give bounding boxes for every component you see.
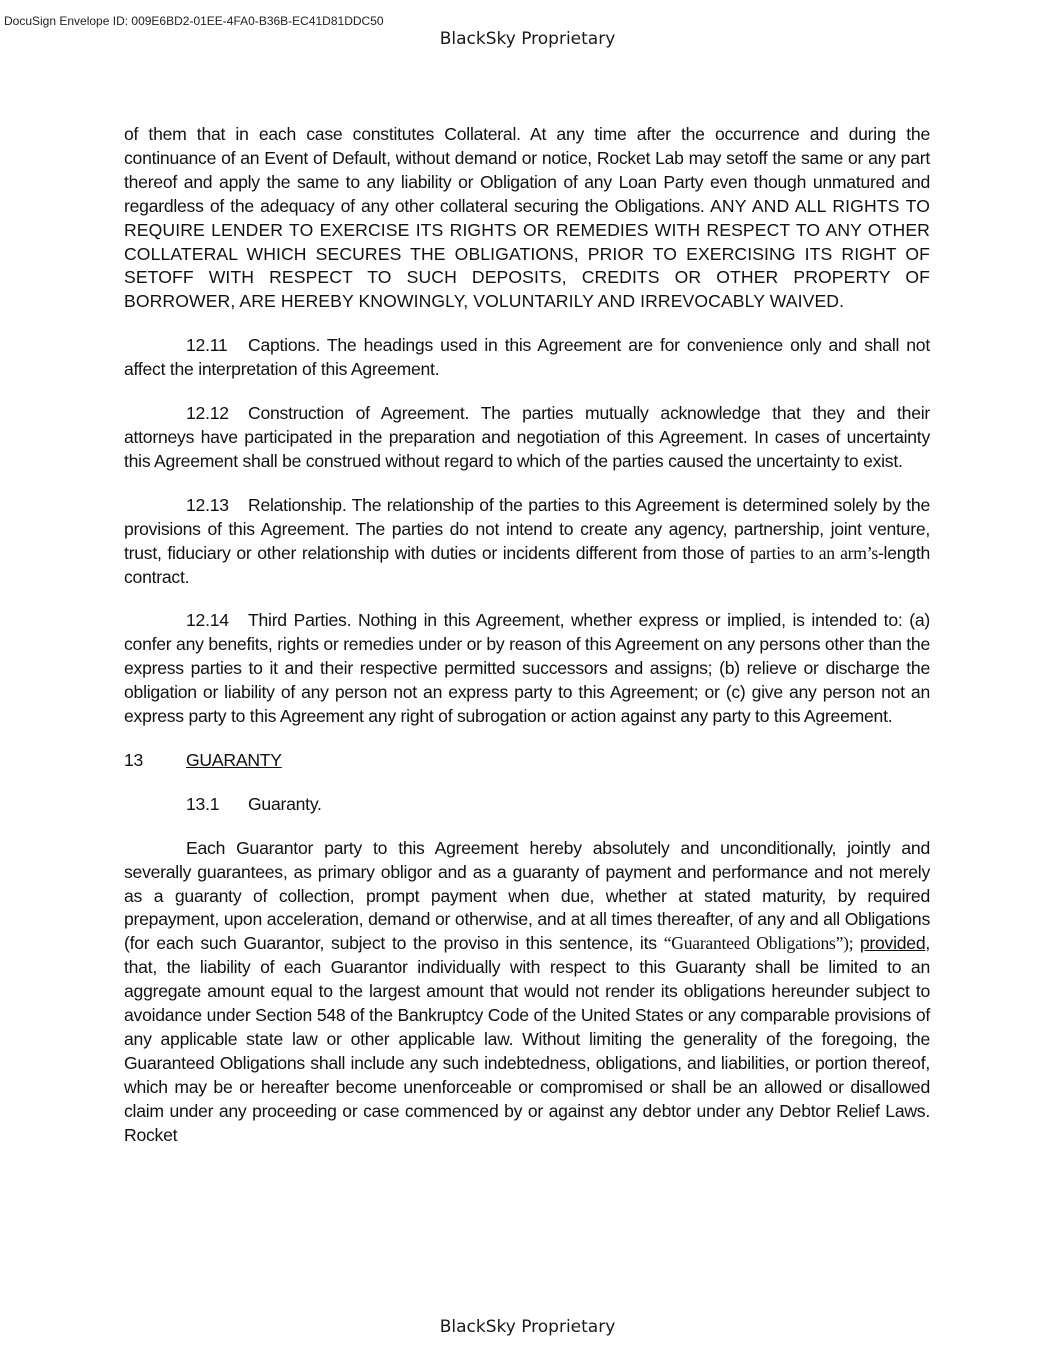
- section-title: Third Parties.: [248, 610, 352, 631]
- guaranty-paragraph: [124, 837, 930, 1148]
- section-text: Nothing in this Agreement, whether express or implied, is intended to: (a) confer any benefits, rights or remedies under or by reason of this Agreement on any persons other than the express parties to it and their respective permitted successors and assigns; (b) relieve or discharge the obligation or liability of any person not an express party to this Agreement; or (c) give any person not an express party to this Agreement any right of subrogation or action against any party to this Agreement.: [124, 610, 931, 727]
- page-header: BlackSky Proprietary: [439, 29, 616, 49]
- section-title: GUARANTY: [186, 749, 282, 770]
- section-title: Relationship.: [248, 494, 347, 515]
- section-12-11: [124, 334, 930, 382]
- docusign-envelope-id: DocuSign Envelope ID: 009E6BD2-01EE-4FA0-B36B-EC41D81DDC50: [4, 14, 384, 28]
- guaranty-text-continued: , that, the liability of each Guarantor individually with respect to this Guaranty shall be limited to an aggregate amount equal to the largest amount that would not render its obligations hereunder subject to avoidance under Section 548 of the Bankruptcy Code of the United States or any comparable provisions of any applicable state law or other applicable law. Without limiting the generality of the foregoing, the Guaranteed Obligations shall include any such indebtedness, obligations, and liabilities, or portion thereof, which may be or hereafter become unenforceable or compromised or shall be an allowed or disallowed claim under any proceeding or case commenced by or against any debtor under any Debtor Relief Laws. Rocket: [124, 933, 931, 1145]
- section-12-13: [124, 494, 930, 590]
- section-12-12: [124, 402, 930, 474]
- section-title: Captions.: [248, 335, 321, 356]
- guaranty-text: Each Guarantor party to this Agreement hereby absolutely and unconditionally, jointly and severally guarantees, as primary obligor and as a guaranty of payment and performance and not merely as a guaranty of collection, prompt payment when due, whether at stated maturity, by required prepayment, upon acceleration, demand or otherwise, and at all times thereafter, of any and all Obligations (for each such Guarantor, subject to the proviso in this sentence, its: [124, 837, 930, 954]
- section-13-1-heading: [186, 793, 930, 817]
- section-12-14: [124, 609, 930, 729]
- section-number: 12.11: [186, 335, 228, 356]
- section-text-serif: parties to an arm’s: [749, 542, 878, 563]
- section-title: Construction of Agreement.: [248, 403, 470, 424]
- setoff-text: of them that in each case constitutes Collateral. At any time after the occurrence and during the continuance of an Event of Default, without demand or notice, Rocket Lab may setoff the same or any part thereof and apply the same to any liability or Obligation of any Loan Party even though unmatured and regardless of the adequacy of any other collateral securing the Obligations.: [124, 124, 930, 216]
- section-number: 13.1: [186, 793, 220, 814]
- section-text: The headings used in this Agreement are for convenience only and shall not affect the interpretation of this Agreement.: [124, 335, 930, 380]
- section-title: Guaranty.: [248, 793, 322, 814]
- document-body: [124, 123, 930, 1168]
- section-text-tail: -length contract.: [124, 542, 930, 587]
- provided-term: provided: [859, 933, 926, 954]
- page-footer: BlackSky Proprietary: [439, 1317, 616, 1337]
- section-number: 12.14: [186, 610, 229, 631]
- guaranteed-obligations-term: “Guaranteed Obligations”);: [663, 933, 860, 954]
- setoff-paragraph: [124, 123, 930, 314]
- section-number: 13: [124, 749, 144, 770]
- section-text: The relationship of the parties to this Agreement is determined solely by the provisions of this Agreement. The parties do not intend to create any agency, partnership, joint venture, trust, fiduciary or other relationship with duties or incidents different from those of: [124, 494, 930, 563]
- section-number: 12.12: [186, 403, 229, 424]
- waiver-caps-text: ANY AND ALL RIGHTS TO REQUIRE LENDER TO EXERCISE ITS RIGHTS OR REMEDIES WITH RESPECT TO ANY OTHER COLLATERAL WHICH SECURES THE OBLIGATIONS, PRIOR TO EXERCISING ITS RIGHT OF SETOFF WITH RESPECT TO SUCH DEPOSITS, CREDITS OR OTHER PROPERTY OF BORROWER, ARE HEREBY KNOWINGLY, VOLUNTARILY AND IRREVOCABLY WAIVED.: [124, 195, 930, 312]
- section-number: 12.13: [186, 494, 229, 515]
- section-text: The parties mutually acknowledge that they and their attorneys have participated in the preparation and negotiation of this Agreement. In cases of uncertainty this Agreement shall be construed without regard to which of the parties caused the uncertainty to exist.: [124, 403, 930, 471]
- section-13-heading: [124, 749, 930, 773]
